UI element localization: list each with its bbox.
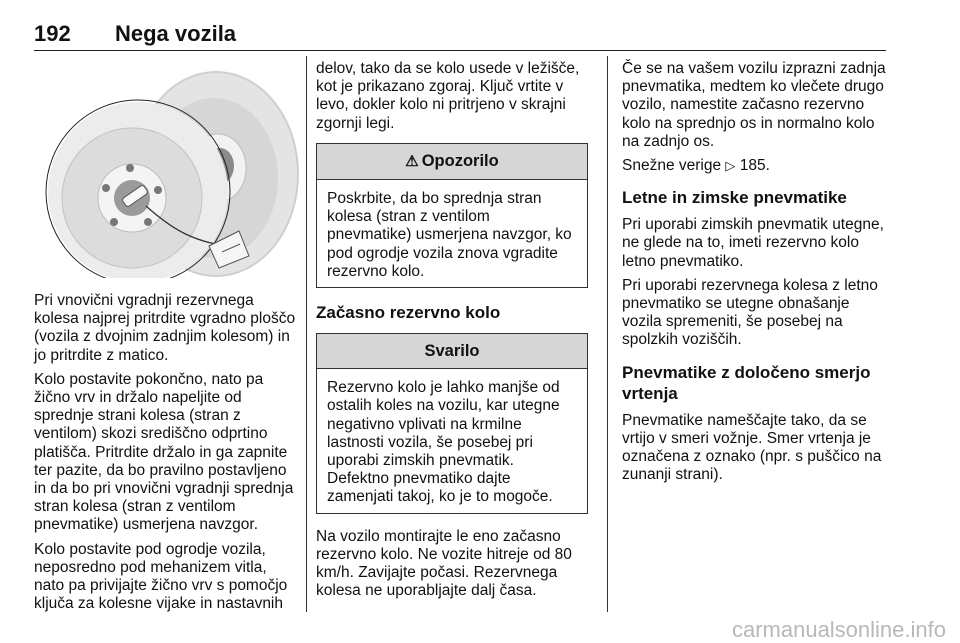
page-arrow-icon: ▷ — [725, 158, 736, 174]
cross-reference-label: Snežne verige — [622, 157, 722, 175]
warning-text: Poskrbite, da bo sprednja stran kolesa (stran z ventilom pnevmatike) usmerjena navzgor, ko pod ogrodje vozila znova vgradite rezervno kolo. — [327, 190, 572, 280]
warning-box — [316, 143, 588, 288]
cross-reference-page: 185. — [739, 157, 770, 175]
column-divider-left — [306, 56, 307, 612]
watermark: carmanualsonline.info — [731, 617, 946, 642]
paragraph: Pri uporabi zimskih pnevmatik utegne, ne glede na to, imeti rezervno kolo letno pnevmatiko. — [622, 216, 884, 270]
caution-text: Rezervno kolo je lahko manjše od ostalih koles na vozilu, kar utegne negativno vplivati na krmilne lastnosti vozila, še posebej pri uporabi zimskih pnevmatik. Defektno pnevmatiko dajte zamenjati takoj, ko je to mogoče. — [327, 379, 560, 506]
column-middle — [316, 60, 588, 606]
caution-box — [316, 333, 588, 514]
paragraph: Pri uporabi rezervnega kolesa z letno pnevmatiko se utegne obnašanje vozila spremeniti, še posebej na spolzkih voziščih. — [622, 276, 878, 349]
page-header — [34, 0, 886, 51]
page-number: 192 — [34, 21, 71, 46]
paragraph: Kolo postavite pod ogrodje vozila, neposredno pod mehanizem vitla, nato pa privijajte žično vrv s pomočjo ključa za kolesne vijake in nastavnih — [34, 540, 288, 613]
caution-title: Svarilo — [317, 334, 587, 369]
spare-wheel-illustration — [34, 56, 300, 278]
column-divider-right — [607, 56, 608, 612]
paragraph: Pnevmatike nameščajte tako, da se vrtijo v smeri vožnje. Smer vrtenja je označena z oznako (npr. s puščico na zunanji strani). — [622, 411, 882, 484]
column-left — [34, 56, 300, 619]
paragraph: Pri vnovični vgradnji rezervnega kolesa najprej pritrdite vgradno ploščo (vozila z dvojnim zadnjim kolesom) in jo pritrdite z matico. — [34, 292, 296, 364]
paragraph: Na vozilo montirajte le eno začasno rezervno kolo. Ne vozite hitreje od 80 km/h. Zavijajte počasi. Rezervnega kolesa ne uporabljajte dalj časa. — [316, 527, 572, 600]
column-right — [622, 60, 888, 490]
cross-reference — [622, 157, 888, 175]
heading-directional-tyres: Pnevmatike z določeno smerjo vrtenja — [622, 362, 871, 403]
section-title: Nega vozila — [115, 21, 237, 46]
warning-title: Opozorilo — [421, 151, 499, 170]
paragraph: Če se na vašem vozilu izprazni zadnja pnevmatika, medtem ko vlečete drugo vozilo, namestite začasno rezervno kolo na sprednjo os in normalno kolo na zadnjo os. — [622, 60, 886, 150]
heading-temporary-spare: Začasno rezervno kolo — [316, 303, 501, 323]
warning-icon: ⚠ — [405, 152, 419, 170]
paragraph: Kolo postavite pokončno, nato pa žično vrv in držalo napeljite od sprednje strani kolesa (stran z ventilom) skozi središčno odprtino platišča. Pritrdite držalo in ga zapnite ter pazite, da bo pravilno postavljeno in da bo pri vnovični vgradnji sprednja stran kolesa (stran z ventilom pnevmatike) usmerjena navzgor. — [34, 370, 294, 534]
heading-summer-winter: Letne in zimske pnevmatike — [622, 188, 847, 208]
paragraph: delov, tako da se kolo usede v ležišče, kot je prikazano zgoraj. Ključ vrtite v levo, dokler kolo ni pritrjeno v skrajni zgornji legi. — [316, 60, 580, 132]
warning-header — [317, 144, 587, 180]
